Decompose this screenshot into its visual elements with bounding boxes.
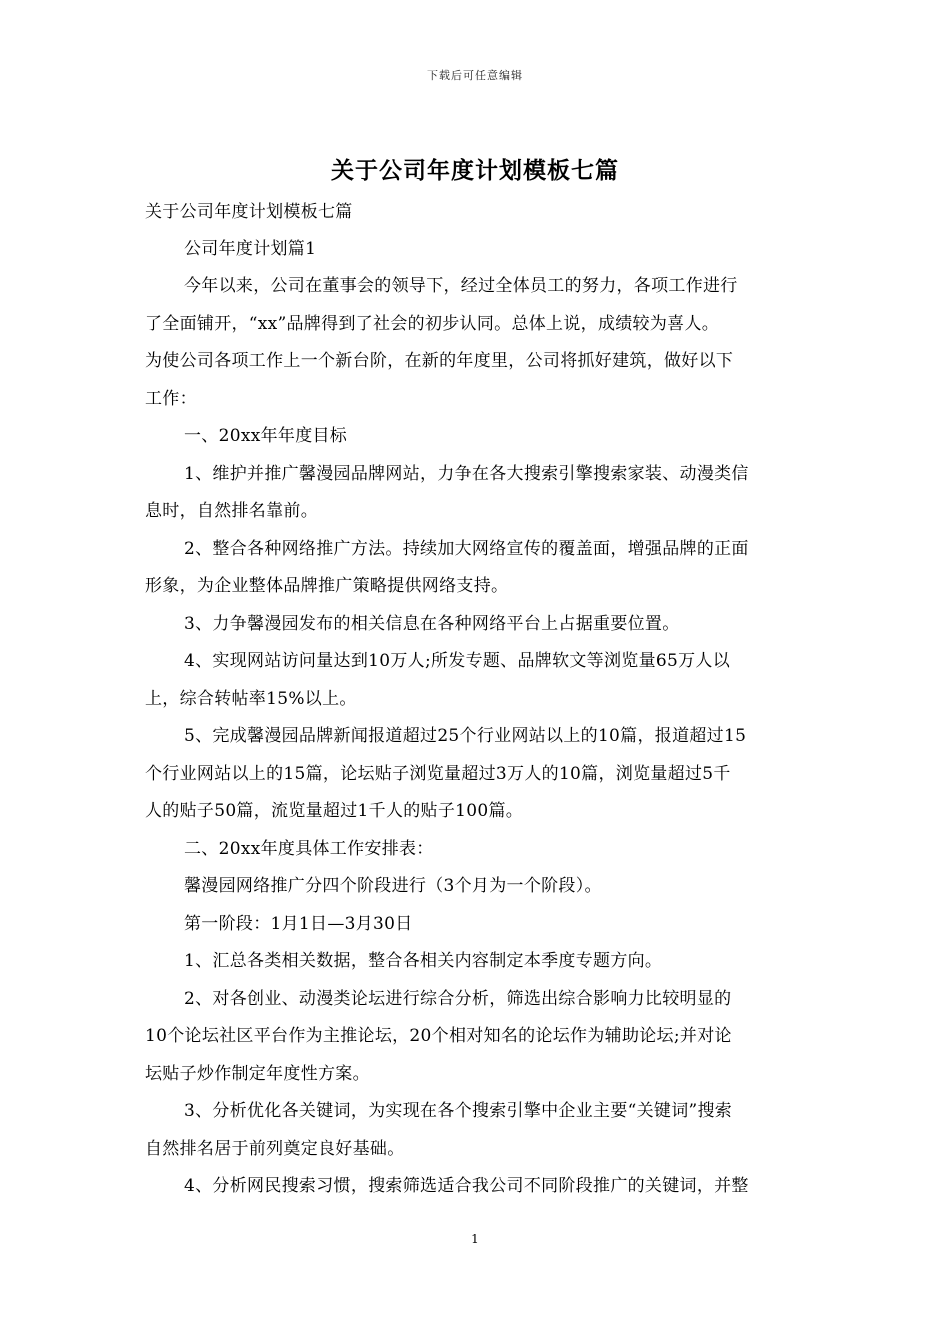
paragraph-line: 5、完成馨漫园品牌新闻报道超过25个行业网站以上的10篇，报道超过15 (184, 726, 747, 746)
paragraph-line: 形象，为企业整体品牌推广策略提供网络支持。 (145, 576, 509, 596)
paragraph-line: 3、力争馨漫园发布的相关信息在各种网络平台上占据重要位置。 (184, 614, 680, 634)
paragraph-line: 自然排名居于前列奠定良好基础。 (145, 1139, 405, 1159)
paragraph-line: 4、实现网站访问量达到10万人;所发专题、品牌软文等浏览量65万人以 (184, 651, 731, 671)
header-note: 下载后可任意编辑 (427, 69, 523, 82)
paragraph-line: 今年以来，公司在董事会的领导下，经过全体员工的努力，各项工作进行 (184, 276, 738, 296)
page-number: 1 (471, 1232, 479, 1246)
subtitle-line: 关于公司年度计划模板七篇 (145, 202, 353, 222)
paragraph-line: 1、汇总各类相关数据，整合各相关内容制定本季度专题方向。 (184, 951, 663, 971)
paragraph-line: 坛贴子炒作制定年度性方案。 (145, 1064, 370, 1084)
paragraph-line: 10个论坛社区平台作为主推论坛，20个相对知名的论坛作为辅助论坛;并对论 (145, 1026, 732, 1046)
paragraph-line: 4、分析网民搜索习惯，搜索筛选适合我公司不同阶段推广的关键词，并整 (184, 1176, 749, 1196)
paragraph-line: 3、分析优化各关键词，为实现在各个搜索引擎中企业主要“关键词”搜索 (184, 1101, 733, 1121)
paragraph-line: 2、整合各种网络推广方法。持续加大网络宣传的覆盖面，增强品牌的正面 (184, 539, 749, 559)
paragraph-line: 息时，自然排名靠前。 (145, 501, 318, 521)
section-heading: 公司年度计划篇1 (184, 239, 317, 259)
subheading: 一、20xx年年度目标 (184, 426, 348, 446)
paragraph-line: 2、对各创业、动漫类论坛进行综合分析，筛选出综合影响力比较明显的 (184, 989, 732, 1009)
paragraph-line: 工作： (145, 389, 197, 409)
paragraph-line: 个行业网站以上的15篇，论坛贴子浏览量超过3万人的10篇，浏览量超过5千 (145, 764, 731, 784)
paragraph-line: 上，综合转帖率15%以上。 (145, 689, 357, 709)
paragraph-line: 馨漫园网络推广分四个阶段进行（3个月为一个阶段）。 (184, 876, 602, 896)
document-title: 关于公司年度计划模板七篇 (331, 158, 619, 184)
paragraph-line: 1、维护并推广馨漫园品牌网站，力争在各大搜索引擎搜索家装、动漫类信 (184, 464, 749, 484)
paragraph-line: 了全面铺开，“xx”品牌得到了社会的初步认同。总体上说，成绩较为喜人。 (145, 314, 720, 334)
subheading: 二、20xx年度具体工作安排表： (184, 839, 434, 859)
paragraph-line: 为使公司各项工作上一个新台阶，在新的年度里，公司将抓好建筑，做好以下 (145, 351, 734, 371)
paragraph-line: 人的贴子50篇，流览量超过1千人的贴子100篇。 (145, 801, 524, 821)
paragraph-line: 第一阶段：1月1日—3月30日 (184, 914, 413, 934)
